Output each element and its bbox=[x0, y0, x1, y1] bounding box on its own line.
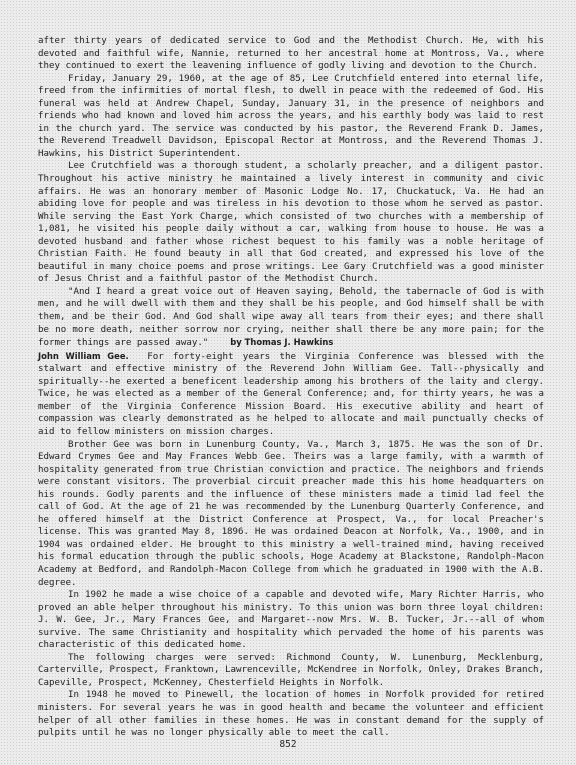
memoir-intro: For forty-eight years the Virginia Conference was blessed with the stalwart and effective ministry of the Reverend John William Gee. Tall--physically and spiritually--he exerted a beneficent leadership among his brothers of the laity and clergy. Twice, he was elected as a member of the General Conference; and, for thirty years, he was a member of the Virginia Conference Mission Board. His executive ability and heart of compassion was clearly demonstrated as he helped to allocate and mail punctually checks of aid to fellow ministers on mission charges. bbox=[38, 351, 544, 437]
paragraph-4 bbox=[38, 286, 544, 439]
memoir-subject-name: John William Gee. bbox=[38, 350, 129, 361]
paragraph-7: The following charges were served: Richmond County, W. Lunenburg, Mecklenburg, Carterville, Prospect, Franktown, Lawrenceville, McKendree in Norfolk, Onley, Drakes Branch, Capeville, Prospect, McKenney, Chesterfield Heights in Norfolk. bbox=[38, 652, 544, 688]
page-number: 852 bbox=[279, 739, 297, 750]
paragraph-3: Lee Crutchfield was a thorough student, a scholarly preacher, and a diligent pastor. Throughout his active ministry he maintained a lively interest in community and civic affairs. He was an honorary member of Masonic Lodge No. 17, Chuckatuck, Va. He had an abiding love for people and was tireless in his devotion to those whom he served as pastor. While serving the East York Charge, which consisted of two churches with a membership of 1,081, he visited his people daily without a car, walking from house to house. He was a devoted husband and father whose richest bequest to his family was a noble heritage of Christian Faith. He found beauty in all that God created, and expressed his love of the beautiful in many choice poems and prose writings. Lee Gary Crutchfield was a good minister of Jesus Christ and a faithful pastor of the Methodist Church. bbox=[38, 161, 544, 285]
paragraph-6: In 1902 he made a wise choice of a capable and devoted wife, Mary Richter Harris, who proved an able helper throughout his ministry. To this union was born three loyal children: J. W. Gee, Jr., Mary Frances Gee, and Margaret--now Mrs. W. B. Tucker, Jr.--all of whom survive. The same Christianity and hospitality which pervaded the home of his parents was characteristic of this dedicated home. bbox=[38, 590, 544, 651]
paragraph-8: In 1948 he moved to Pinewell, the location of homes in Norfolk provided for retired ministers. For several years he was in good health and became the volunteer and efficient helper of all other families in these homes. He was in constant demand for the supply of pulpits until he was no longer physically able to meet the call. bbox=[38, 690, 544, 739]
paragraph-2: Friday, January 29, 1960, at the age of 85, Lee Crutchfield entered into eternal life, freed from the infirmities of mortal flesh, to dwell in peace with the redeemed of God. His funeral was held at Andrew Chapel, Sunday, January 31, in the presence of neighbors and friends who had known and loved him across the years, and his earthly body was laid to rest in the church yard. The service was conducted by his pastor, the Reverend Frank D. James, the Reverend Treadwell Davidson, Episcopal Rector at Montross, and the Reverend Thomas J. Hawkins, his District Superintendent. bbox=[38, 73, 544, 159]
paragraph-5: Brother Gee was born in Lunenburg County, Va., March 3, 1875. He was the son of Dr. Edward Crymes Gee and May Frances Webb Gee. Theirs was a large family, with a warmth of hospitality generated from true Christian conviction and practice. The neighbors and friends were constant visitors. The proverbial circuit preacher made this his home headquarters on his rounds. Godly parents and the influence of these ministers made a timid lad feel the call of God. At the age of 21 he was recommended by the Lunenburg Quarterly Conference, and he offered himself at the District Conference at Prospect, Va., for local Preacher's license. This was granted May 8, 1896. He was ordained Deacon at Norfolk, Va., 1900, and in 1904 was ordained elder. He brought to this ministry a well-trained mind, having received his formal education through the public schools, Hoge Academy at Blackstone, Randolph-Macon Academy at Bedford, and Randolph-Macon College from which he graduated in 1900 with the A.B. degree. bbox=[38, 439, 544, 588]
paragraph-1: after thirty years of dedicated service to God and the Methodist Church. He, with his devoted and faithful wife, Nannie, returned to her ancestral home at Montross, Va., where they continued to exert the leavening influence of godly living and devotion to the Church. bbox=[38, 36, 544, 72]
scripture-quote: "And I heard a great voice out of Heaven saying, Behold, the tabernacle of God is with men, and he will dwell with them and they shall be his people, and God himself shall be with them, and be their God. And God shall wipe away all tears from their eyes; and there shall be no more death, neither sorrow nor crying, neither shall there be any more pain; for the former things are passed away." bbox=[38, 286, 544, 349]
author-byline: by Thomas J. Hawkins bbox=[230, 337, 334, 348]
